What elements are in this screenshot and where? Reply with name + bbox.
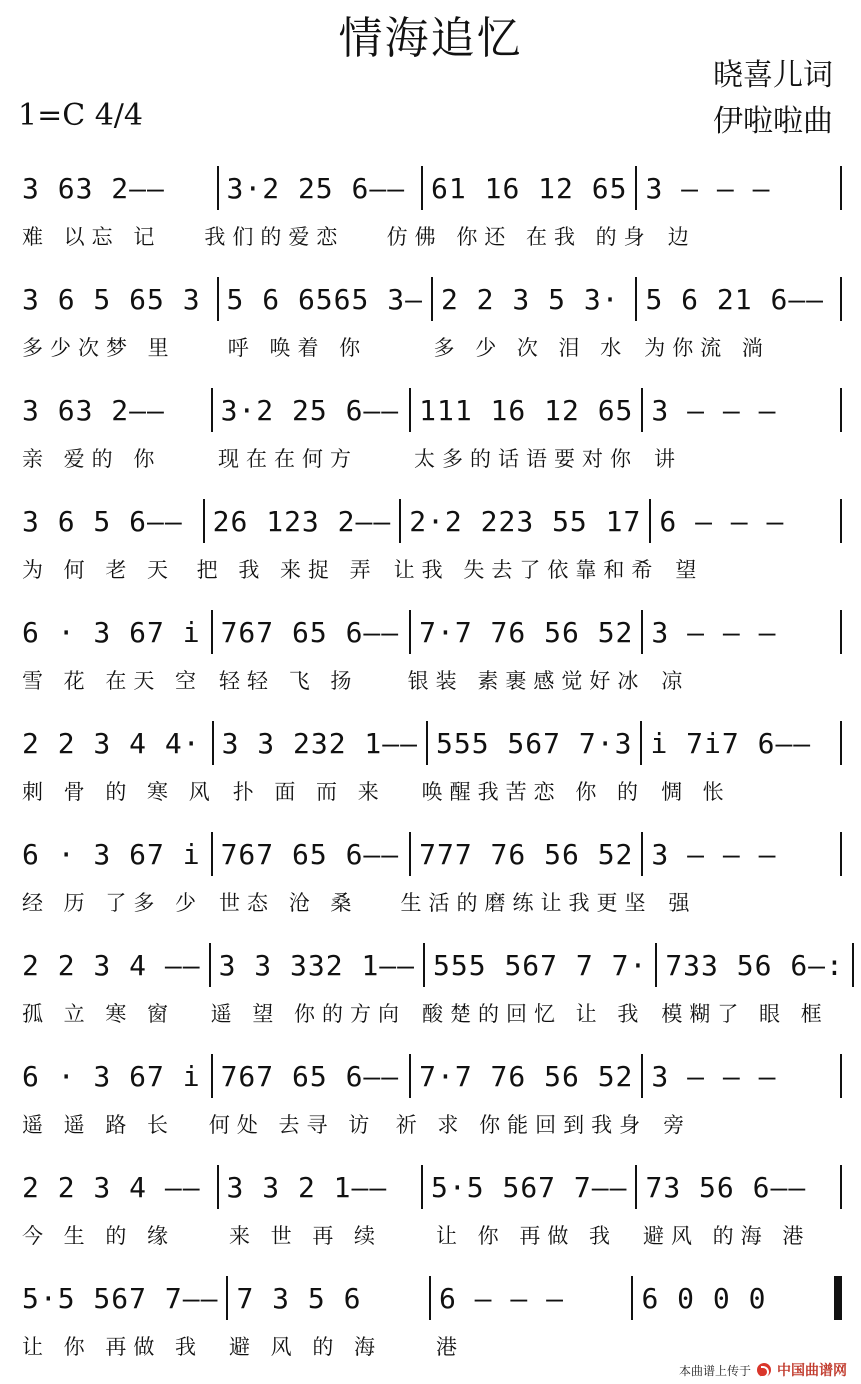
lyric-segment: 来 世 再 续: [229, 1224, 383, 1248]
measure-notes: 5·5 567 7——: [22, 1281, 219, 1315]
lyrics-line: [14, 440, 842, 476]
notation-line: [14, 1048, 842, 1104]
lyric-segment: 凉: [661, 669, 690, 693]
lyric-segment: 现在在何方: [218, 447, 358, 471]
lyric-segment: 惆 怅: [661, 780, 731, 804]
measure: [651, 505, 840, 538]
lyrics-line: [14, 995, 842, 1031]
score-row: [14, 1048, 842, 1148]
measure-notes: 777 76 56 52: [419, 837, 634, 871]
measure-notes: 3 3 232 1——: [221, 726, 418, 760]
measure: [214, 727, 426, 760]
measure-notes: 3 63 2——: [22, 171, 165, 205]
lyric-segment: 何处 去寻 访: [208, 1113, 377, 1137]
measure: [637, 172, 840, 205]
measure: [14, 727, 212, 760]
score-row: [14, 160, 842, 260]
barline: [852, 943, 854, 987]
lyric-segment: 呼 唤着 你: [227, 336, 368, 360]
notation-line: [14, 715, 842, 771]
notation-line: [14, 382, 842, 438]
lyric-segment: 避 风 的 海: [229, 1335, 383, 1359]
lyric-segment: 避风 的海 港: [643, 1224, 811, 1248]
measure: [14, 1282, 226, 1315]
measure-notes: 3 6 5 65 3: [22, 282, 201, 316]
notation-line: [14, 604, 842, 660]
measure: [213, 616, 410, 649]
measure-notes: 7 3 5 6: [236, 1281, 362, 1315]
score-row: [14, 1159, 842, 1259]
footer-site[interactable]: 中国曲谱网: [777, 1363, 847, 1379]
lyric-segment: 遥 望 你的方向: [210, 1002, 406, 1026]
composer-credit: 伊啦啦曲: [713, 104, 833, 139]
site-logo-icon: [757, 1363, 771, 1377]
measure-notes: 767 65 6——: [220, 1059, 400, 1093]
lyric-segment: 多 少 次 泪 水: [433, 336, 629, 360]
score-row: [14, 715, 842, 815]
measure: [633, 1282, 834, 1315]
measure: [213, 838, 410, 871]
lyric-segment: 难 以忘 记: [22, 225, 162, 249]
barline: [840, 499, 842, 543]
notation-line: [14, 271, 842, 327]
measure: [637, 283, 840, 316]
lyric-segment: 雪 花 在天 空: [22, 669, 204, 693]
measure: [431, 1282, 632, 1315]
measure: [411, 838, 641, 871]
measure-notes: 3 6 5 6——: [22, 504, 183, 538]
barline: [834, 1276, 842, 1320]
lyrics-line: [14, 1217, 842, 1253]
lyric-segment: 祈 求 你能回到我身: [395, 1113, 648, 1137]
lyric-segment: 让我 失去了依靠和希: [393, 558, 660, 582]
measure: [643, 1060, 840, 1093]
measure-notes: 111 16 12 65: [419, 393, 634, 427]
measure-notes: 767 65 6——: [220, 615, 400, 649]
measure-notes: 3·2 25 6——: [220, 393, 400, 427]
lyric-segment: 扑 面 而 来: [232, 780, 386, 804]
measure-notes: 6 — — —: [659, 504, 785, 538]
footer-text: 本曲谱上传于: [678, 1363, 751, 1378]
measure-notes: 5 6 21 6——: [645, 282, 825, 316]
lyric-segment: 亲 爱的 你: [22, 447, 162, 471]
score-row: [14, 937, 842, 1037]
footer: [679, 1360, 847, 1380]
measure: [423, 1171, 635, 1204]
lyric-segment: 模糊了 眼 框: [661, 1002, 829, 1026]
lyric-segment: 轻轻 飞 扬: [219, 669, 359, 693]
measure: [643, 838, 840, 871]
measure: [642, 727, 840, 760]
measure-notes: 2 2 3 4 ——: [22, 1170, 201, 1204]
measure-notes: 3 — — —: [651, 615, 777, 649]
measure-notes: 555 567 7·3: [436, 726, 633, 760]
measure-notes: 3 — — —: [651, 1059, 777, 1093]
lyric-segment: 世态 沧 桑: [219, 891, 359, 915]
lyrics-line: [14, 329, 842, 365]
measure-notes: 73 56 6——: [645, 1170, 807, 1204]
measure: [637, 1171, 840, 1204]
measure-notes: 5·5 567 7——: [431, 1170, 628, 1204]
lyrics-line: [14, 218, 842, 254]
measure-notes: i 7i7 6——: [650, 726, 812, 760]
measure: [213, 394, 410, 427]
lyric-segment: 太多的话语要对你: [414, 447, 638, 471]
notation-line: [14, 1270, 842, 1326]
lyric-segment: 为 何 老 天: [22, 558, 176, 582]
lyric-segment: 银装 素裹感觉好冰: [407, 669, 646, 693]
notation-line: [14, 160, 842, 216]
barline: [840, 1054, 842, 1098]
notation-line: [14, 826, 842, 882]
measure: [657, 949, 852, 982]
lyric-segment: 让 你 再做 我: [436, 1224, 618, 1248]
measure: [643, 394, 840, 427]
measure: [428, 727, 640, 760]
measure: [411, 616, 641, 649]
lyricist-credit: 晓喜儿词: [713, 58, 833, 93]
lyric-segment: 让 你 再做 我: [22, 1335, 204, 1359]
measure: [14, 838, 211, 871]
score-row: [14, 1270, 842, 1370]
measure: [425, 949, 655, 982]
barline: [840, 277, 842, 321]
measure-notes: 555 567 7 7·: [433, 948, 648, 982]
measure: [14, 283, 217, 316]
measure-notes: 2 2 3 4 ——: [22, 948, 201, 982]
measure: [423, 172, 635, 205]
measure-notes: 7·7 76 56 52: [419, 1059, 634, 1093]
lyric-segment: 港: [436, 1335, 464, 1359]
song-title: 情海追忆: [338, 13, 523, 64]
lyrics-line: [14, 1328, 842, 1364]
measure: [14, 949, 209, 982]
lyric-segment: 望: [675, 558, 704, 582]
score-row: [14, 271, 842, 371]
measure-notes: 26 123 2——: [212, 504, 392, 538]
lyric-segment: 孤 立 寒 窗: [22, 1002, 176, 1026]
score-row: [14, 493, 842, 593]
measure-notes: 3 3 2 1——: [226, 1170, 388, 1204]
measure: [401, 505, 649, 538]
measure: [219, 1171, 422, 1204]
measure: [14, 172, 217, 205]
lyric-segment: 刺 骨 的 寒 风: [22, 780, 217, 804]
measure-notes: 3·2 25 6——: [226, 171, 406, 205]
barline: [840, 388, 842, 432]
measure: [433, 283, 636, 316]
lyric-segment: 遥 遥 路 长: [22, 1113, 176, 1137]
lyric-segment: 生活的磨练让我更坚: [400, 891, 653, 915]
lyric-segment: 把 我 来捉 弄: [196, 558, 378, 582]
barline: [840, 610, 842, 654]
measure-notes: 733 56 6—:: [665, 948, 844, 982]
measure-notes: 3 — — —: [645, 171, 771, 205]
score-row: [14, 382, 842, 482]
measure-notes: 2 2 3 4 4·: [22, 726, 201, 760]
notation-line: [14, 493, 842, 549]
lyrics-line: [14, 1106, 842, 1142]
lyrics-line: [14, 773, 842, 809]
measure: [643, 616, 840, 649]
lyrics-line: [14, 551, 842, 587]
key-signature: 1=C 4/4: [18, 98, 143, 133]
measure-notes: 6 · 3 67 i: [22, 615, 201, 649]
measure: [219, 172, 422, 205]
measure-notes: 6 · 3 67 i: [22, 1059, 201, 1093]
barline: [840, 166, 842, 210]
measure: [411, 1060, 641, 1093]
measure-notes: 3 3 332 1——: [218, 948, 416, 982]
measure: [211, 949, 423, 982]
barline: [840, 721, 842, 765]
lyric-segment: 旁: [663, 1113, 692, 1137]
lyric-segment: 讲: [654, 447, 682, 471]
measure-notes: 3 63 2——: [22, 393, 165, 427]
score-row: [14, 604, 842, 704]
lyric-segment: 强: [668, 891, 697, 915]
lyric-segment: 边: [667, 225, 696, 249]
measure-notes: 6 · 3 67 i: [22, 837, 201, 871]
lyric-segment: 多少次梦 里: [22, 336, 176, 360]
measure: [411, 394, 641, 427]
lyric-segment: 唤醒我苦恋 你 的: [421, 780, 646, 804]
measure-notes: 2 2 3 5 3·: [440, 282, 620, 316]
measure: [14, 505, 203, 538]
measure-notes: 5 6 6565 3—: [226, 282, 423, 316]
measure-notes: 3 — — —: [651, 393, 777, 427]
lyrics-line: [14, 884, 842, 920]
barline: [840, 832, 842, 876]
score-row: [14, 826, 842, 926]
measure: [14, 1171, 217, 1204]
measure: [14, 616, 211, 649]
lyric-segment: 酸楚的回忆 让 我: [422, 1002, 646, 1026]
lyric-segment: 我们的爱恋: [204, 225, 345, 249]
measure-notes: 767 65 6——: [220, 837, 400, 871]
lyric-segment: 今 生 的 缘: [22, 1224, 176, 1248]
measure: [219, 283, 431, 316]
lyric-segment: 仿佛 你还 在我 的身: [386, 225, 652, 249]
lyrics-line: [14, 662, 842, 698]
measure-notes: 6 — — —: [438, 1281, 564, 1315]
measure-notes: 61 16 12 65: [431, 171, 628, 205]
lyric-segment: 经 历 了多 少: [22, 891, 204, 915]
measure-notes: 2·2 223 55 17: [409, 504, 642, 538]
measure-notes: 3 — — —: [651, 837, 777, 871]
measure-notes: 6 0 0 0: [641, 1281, 767, 1315]
measure: [228, 1282, 429, 1315]
notation-line: [14, 1159, 842, 1215]
barline: [840, 1165, 842, 1209]
measure: [14, 394, 211, 427]
notation-line: [14, 937, 842, 993]
lyric-segment: 为你流 淌: [644, 336, 770, 360]
measure: [213, 1060, 410, 1093]
measure-notes: 7·7 76 56 52: [419, 615, 634, 649]
measure: [14, 1060, 211, 1093]
measure: [205, 505, 400, 538]
